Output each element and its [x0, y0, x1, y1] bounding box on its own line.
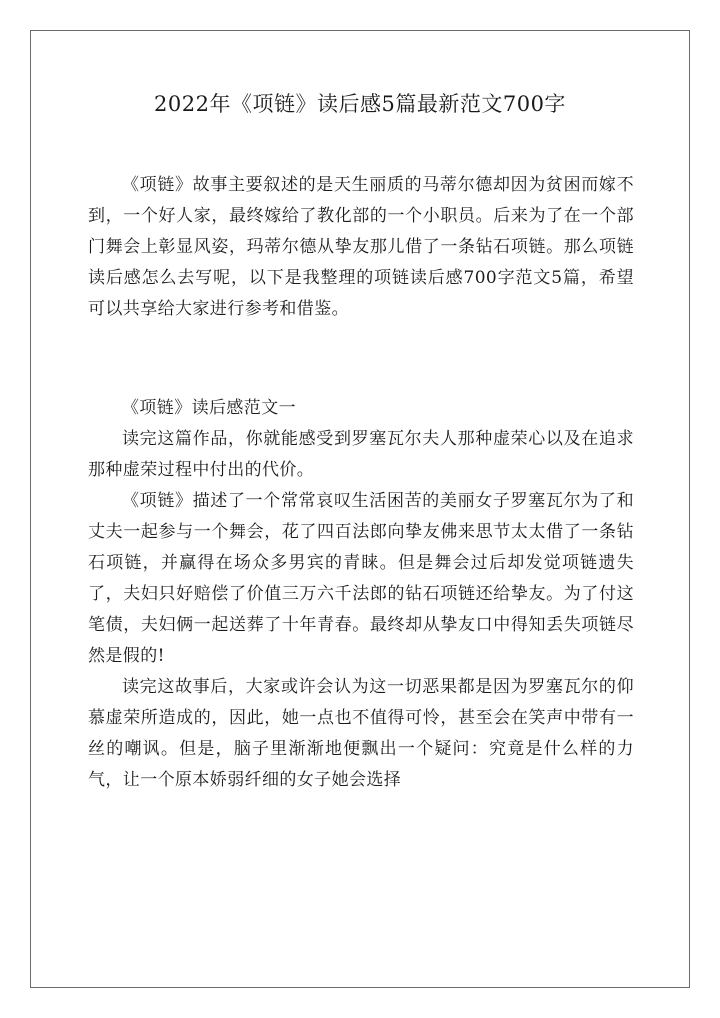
- document-title: 2022年《项链》读后感5篇最新范文700字: [154, 92, 566, 116]
- body-paragraph-1: 读完这篇作品，你就能感受到罗塞瓦尔夫人那种虚荣心以及在追求那种虚荣过程中付出的代价。: [88, 429, 634, 480]
- essay-section: [88, 393, 634, 796]
- body-paragraph-2: 《项链》描述了一个常常哀叹生活困苦的美丽女子罗塞瓦尔为了和丈夫一起参与一个舞会，花了四百法郎向挚友佛来思节太太借了一条钻石项链，并赢得在场众多男宾的青睐。但是舞会过后却发觉项链遗失了，夫妇只好赔偿了价值三万六千法郎的钻石项链还给挚友。为了付这笔债，夫妇俩一起送葬了十年青春。最终却从挚友口中得知丢失项链尽然是假的!: [88, 491, 634, 666]
- body-paragraph-3: 读完这故事后，大家或许会认为这一切恶果都是因为罗塞瓦尔的仰慕虚荣所造成的，因此，她一点也不值得可怜，甚至会在笑声中带有一丝的嘲讽。但是，脑子里渐渐地便飘出一个疑问：究竟是什么样的力气，让一个原本娇弱纤细的女子她会选择: [88, 677, 634, 790]
- section-heading: 《项链》读后感范文一: [122, 398, 296, 418]
- intro-paragraph: 《项链》故事主要叙述的是天生丽质的马蒂尔德却因为贫困而嫁不到，一个好人家，最终嫁给了教化部的一个小职员。后来为了在一个部门舞会上彰显风姿，玛蒂尔德从挚友那儿借了一条钻石项链。那么项链读后感怎么去写呢，以下是我整理的项链读后感700字范文5篇，希望可以共享给大家进行参考和借鉴。: [88, 175, 634, 319]
- intro-block: [88, 170, 634, 325]
